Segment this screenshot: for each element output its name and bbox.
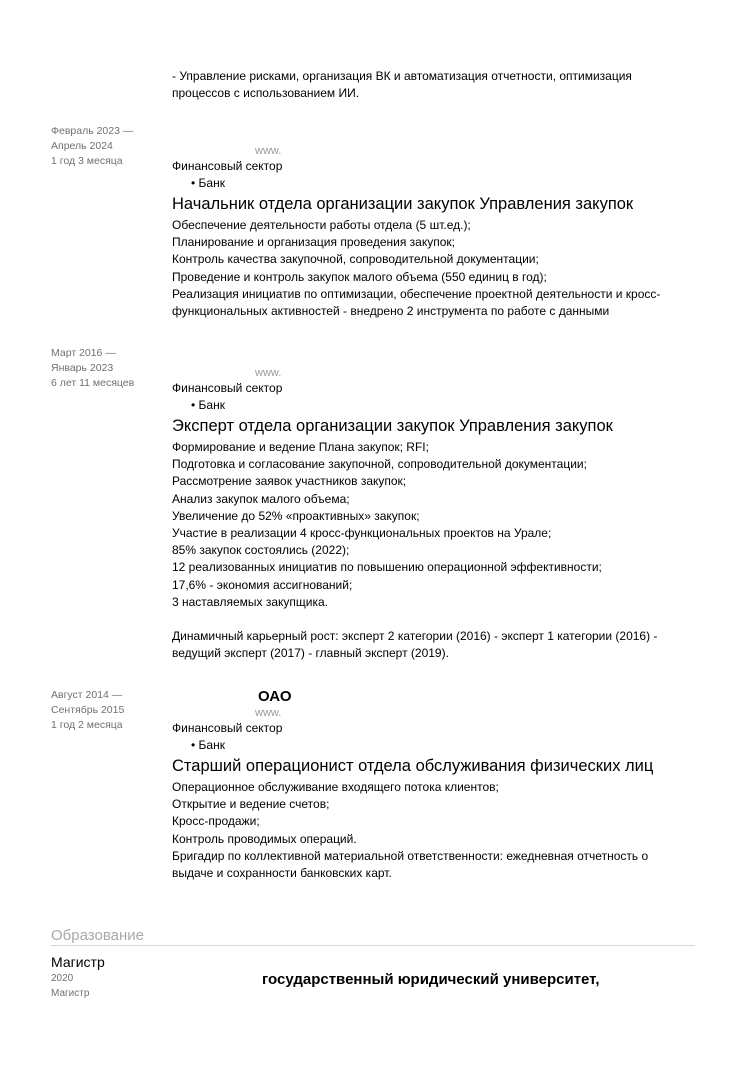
duty-spacer: [172, 611, 682, 628]
previous-duties-text: - Управление рисками, организация ВК и автоматизация отчетности, оптимизация процессов с использованием ИИ.: [172, 69, 632, 100]
duty-line: Бригадир по коллективной материальной ответственности: ежедневная отчетность о выдаче и сохранности банковских карт.: [172, 848, 649, 881]
period-start: Август 2014 —: [51, 689, 123, 701]
company-industry: • Банк: [191, 398, 225, 412]
experience-period: [51, 688, 161, 733]
period-duration: 1 год 2 месяца: [51, 719, 123, 731]
company-url[interactable]: www.: [255, 367, 282, 379]
company-sector: Финансовый сектор: [172, 721, 283, 735]
education-section-header: Образование: [51, 926, 695, 946]
duties-list: [172, 217, 682, 320]
duty-line: Контроль проводимых операций.: [172, 831, 357, 846]
duty-line: Анализ закупок малого объема;: [172, 491, 350, 506]
company-sector: Финансовый сектор: [172, 381, 283, 395]
education-university: государственный юридический университет,: [262, 971, 600, 988]
experience-period: [51, 124, 161, 169]
position-title: Старший операционист отдела обслуживания физических лиц: [172, 757, 654, 775]
duty-line: Участие в реализации 4 кросс-функциональных проектов на Урале;: [172, 526, 552, 541]
duty-line: Контроль качества закупочной, сопроводительной документации;: [172, 252, 539, 267]
duties-list: [172, 439, 682, 662]
period-start: Март 2016 —: [51, 347, 116, 359]
duty-line: Планирование и организация проведения закупок;: [172, 235, 455, 250]
experience-body: [172, 366, 682, 662]
duty-line: Обеспечение деятельности работы отдела (5 шт.ед.);: [172, 218, 471, 232]
education-degree: Магистр: [51, 954, 105, 970]
duties-list: [172, 779, 682, 882]
company-url[interactable]: www.: [255, 707, 282, 719]
duty-line: Увеличение до 52% «проактивных» закупок;: [172, 508, 420, 523]
duty-line: Проведение и контроль закупок малого объема (550 единиц в год);: [172, 269, 547, 284]
duty-line: Подготовка и согласование закупочной, сопроводительной документации;: [172, 457, 587, 472]
position-title: Эксперт отдела организации закупок Управления закупок: [172, 417, 613, 435]
position-title: Начальник отдела организации закупок Управления закупок: [172, 195, 634, 213]
experience-body: [172, 144, 682, 320]
experience-body: [172, 688, 682, 882]
duty-line: 3 наставляемых закупщика.: [172, 594, 328, 609]
company-industry: • Банк: [191, 176, 225, 190]
period-end: Январь 2023: [51, 362, 114, 374]
company-name: ОАО: [258, 688, 292, 705]
duty-line: 85% закупок состоялись (2022);: [172, 543, 350, 558]
company-url[interactable]: www.: [255, 145, 282, 157]
education-level: Магистр: [51, 988, 90, 999]
duty-line: Реализация инициатив по оптимизации, обеспечение проектной деятельности и кросс-функциональных активностей - внедрено 2 инструмента по работе с данными: [172, 286, 661, 319]
period-duration: 1 год 3 месяца: [51, 155, 123, 167]
period-duration: 6 лет 11 месяцев: [51, 377, 135, 389]
period-end: Сентябрь 2015: [51, 704, 125, 716]
duty-line: 12 реализованных инициатив по повышению операционной эффективности;: [172, 560, 602, 575]
period-end: Апрель 2024: [51, 140, 113, 152]
duty-line: 17,6% - экономия ассигнований;: [172, 577, 353, 592]
company-sector: Финансовый сектор: [172, 159, 283, 173]
experience-period: [51, 346, 161, 391]
duty-line: Динамичный карьерный рост: эксперт 2 категории (2016) - эксперт 1 категории (2016) - ведущий эксперт (2017) - главный эксперт (2019).: [172, 629, 658, 661]
duty-line: Рассмотрение заявок участников закупок;: [172, 474, 407, 489]
duty-line: Формирование и ведение Плана закупок; RFI;: [172, 440, 429, 454]
period-start: Февраль 2023 —: [51, 125, 134, 137]
company-industry: • Банк: [191, 738, 225, 752]
education-year: 2020: [51, 973, 74, 984]
duty-line: Кросс-продажи;: [172, 814, 260, 829]
duty-line: Операционное обслуживание входящего потока клиентов;: [172, 780, 499, 794]
duty-line: Открытие и ведение счетов;: [172, 797, 330, 812]
